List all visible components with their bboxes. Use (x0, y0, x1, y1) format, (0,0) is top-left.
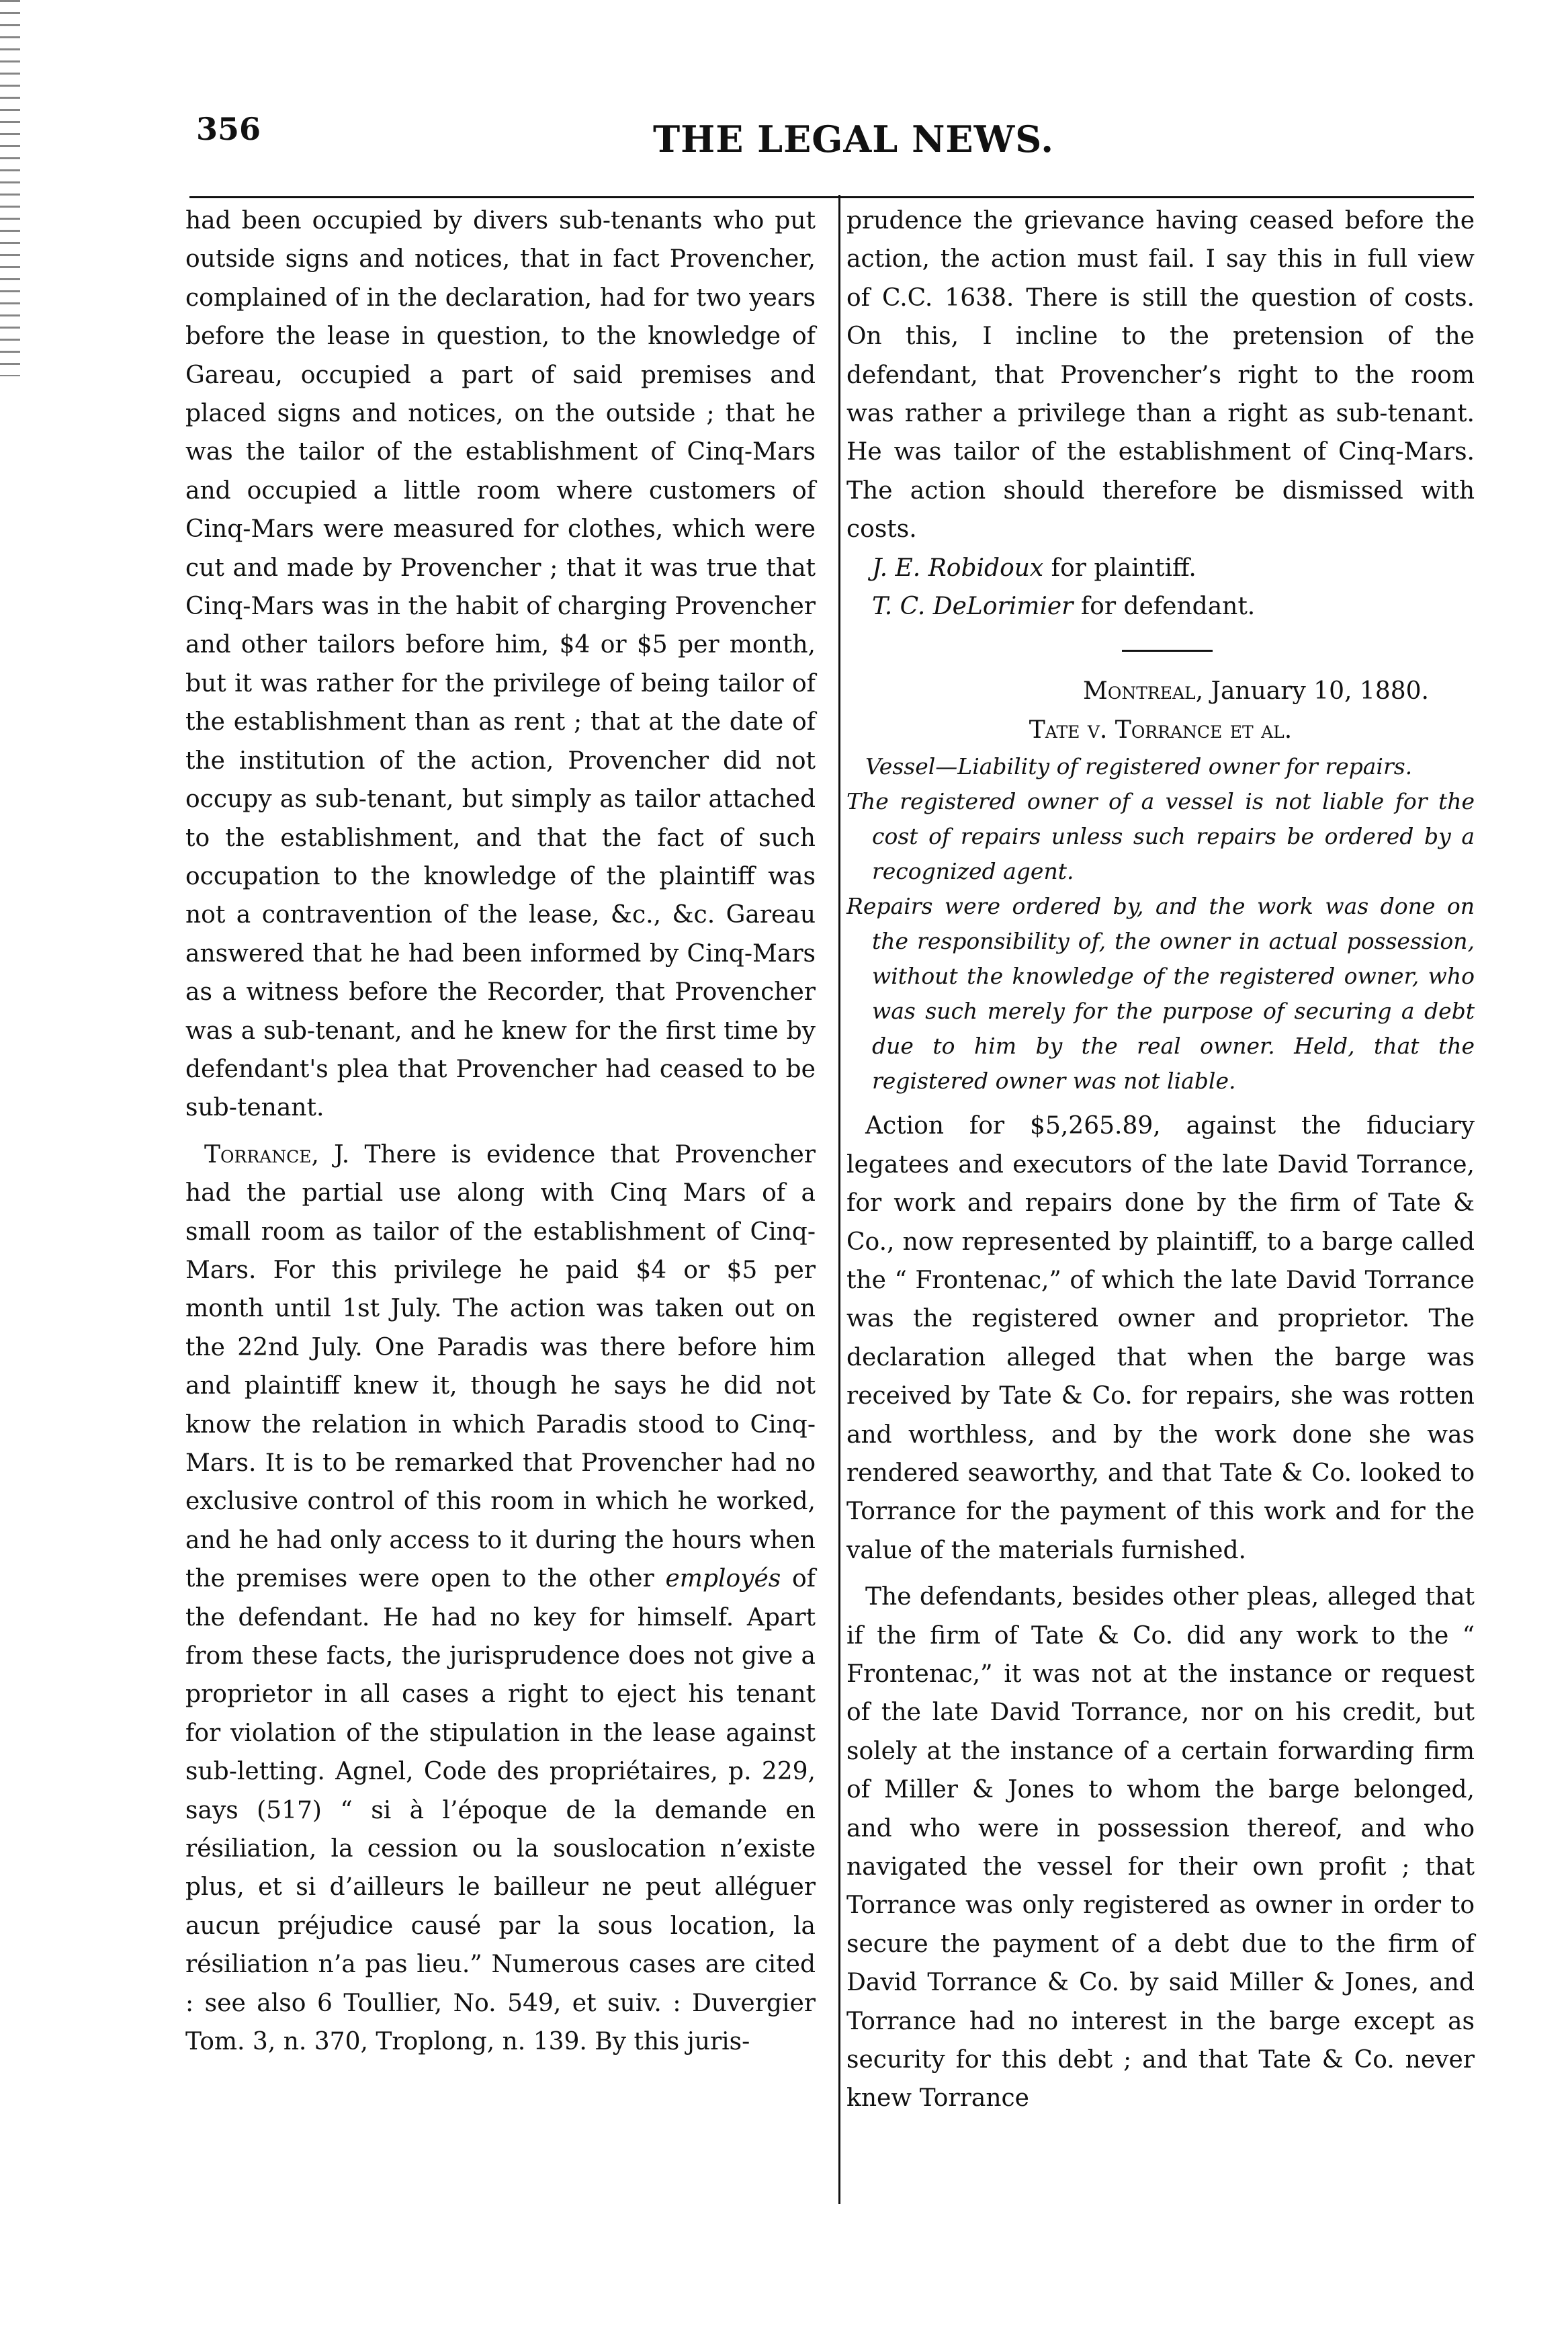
left-paragraph-2 (185, 1136, 816, 2062)
judgment-text-a: There is evidence that Provencher had the partial use along with Cinq Mars of a small room as tailor of the establishment of Cinq-Mars. For this privilege he paid $4 or $5 per month until 1st July. The action was taken out on the 22nd July. One Paradis was there before him and plaintiff knew it, though he says he did not know the relation in which Paradis stood to Cinq-Mars. It is to be remarked that Provencher had no exclusive control of this room in which he worked, and he had only access to it during the hours when the premises were open to the other (185, 1140, 816, 1593)
judgment-italic-term: employés (665, 1565, 781, 1593)
counsel-plaintiff (846, 549, 1475, 587)
headnote-2: Repairs were ordered by, and the work was done on the responsibility of, the owner in actual possession, without the knowledge of the registered owner, who was such merely for the purpose of securing a debt due to him by the real owner. Held, that the registered owner was not liable. (846, 893, 1475, 1095)
counsel-plaintiff-name: J. E. Robidoux (872, 554, 1044, 582)
subject-heading: Vessel—Liability of registered owner for repairs. (865, 753, 1413, 780)
right-column (846, 202, 1475, 2118)
header-rule (189, 196, 1474, 198)
journal-title: THE LEGAL NEWS. (653, 118, 1055, 161)
dateline-place: Montreal (1082, 677, 1196, 706)
dateline-date: , January 10, 1880. (1195, 677, 1429, 706)
right-paragraph-1: prudence the grievance having ceased before the action, the action must fail. I say this in full view of C.C. 1638. There is still the question of costs. On this, I incline to the pretension of the defendant, that Provencher’s right to the room was rather a privilege than a right as sub-tenant. He was tailor of the establishment of Cinq-Mars. The action should therefore be dismissed with costs. (846, 207, 1475, 544)
section-rule (1122, 650, 1213, 652)
right-paragraph-3: The defendants, besides other pleas, alleged that if the firm of Tate & Co. did any work to the “ Frontenac,” it was not at the instance or request of the late David Torrance, nor on his credit, but solely at the instance of a certain forwarding firm of Miller & Jones to whom the barge belonged, and who were in possession thereof, and who navigated the vessel for their own profit ; that Torrance was only registered as owner in order to secure the payment of a debt due to the firm of David Torrance & Co. by said Miller & Jones, and Torrance had no interest in the barge except as security for this debt ; and that Tate & Co. never knew Torrance (846, 1583, 1475, 2113)
dateline (846, 672, 1475, 710)
counsel-plaintiff-role: for plaintiff. (1043, 554, 1196, 582)
counsel-defendant (846, 587, 1475, 626)
headnote-1: The registered owner of a vessel is not liable for the cost of repairs unless such repairs be ordered by a recognized agent. (846, 788, 1475, 885)
page-header (196, 111, 1473, 165)
case-title: Tate v. Torrance et al. (1029, 716, 1293, 744)
judge-name: Torrance, J. (204, 1140, 350, 1168)
counsel-defendant-role: for defendant. (1073, 593, 1256, 621)
page-number: 356 (196, 111, 261, 147)
left-paragraph-1: had been occupied by divers sub-tenants who put outside signs and notices, that in fact Provencher, complained of in the declaration, had for two years before the lease in question, to the knowledge of Gareau, occupied a part of said premises and placed signs and notices, on the outside ; that he was the tailor of the establishment of Cinq-Mars and occupied a little room where customers of Cinq-Mars were measured for clothes, which were cut and made by Provencher ; that it was true that Cinq-Mars was in the habit of charging Provencher and other tailors before him, $4 or $5 per month, but it was rather for the privilege of being tailor of the establishment than as rent ; that at the date of the institution of the action, Provencher did not occupy as sub-tenant, but simply as tailor attached to the establishment, and that the fact of such occupation to the knowledge of the plaintiff was not a contravention of the lease, &c., &c. Gareau answered that he had been informed by Cinq-Mars as a witness before the Recorder, that Provencher was a sub-tenant, and he knew for the first time by defendant's plea that Provencher had ceased to be sub-tenant. (185, 207, 816, 1122)
left-column (185, 202, 816, 2062)
right-paragraph-2: Action for $5,265.89, against the fiduciary legatees and executors of the late David Torrance, for work and repairs done by the firm of Tate & Co., now represented by plaintiff, to a barge called the “ Frontenac,” of which the late David Torrance was the registered owner and proprietor. The declaration alleged that when the barge was received by Tate & Co. for repairs, she was rotten and worthless, and by the work done she was rendered seaworthy, and that Tate & Co. looked to Torrance for the payment of this work and for the value of the materials furnished. (846, 1112, 1475, 1564)
column-divider (838, 195, 840, 2204)
scan-edge-marks (0, 0, 20, 376)
counsel-defendant-name: T. C. DeLorimier (872, 593, 1074, 621)
judgment-text-b: of the defendant. He had no key for himself. Apart from these facts, the jurisprudence does not give a proprietor in all cases a right to eject his tenant for violation of the stipulation in the lease against sub-letting. Agnel, Code des propriétaires, p. 229, says (517) “ si à l’époque de la demande en résiliation, la cession ou la souslocation n’existe plus, et si d’ailleurs le bailleur ne peut alléguer aucun préjudice causé par la sous location, la résiliation n’a pas lieu.” Numerous cases are cited : see also 6 Toullier, No. 549, et suiv. : Duvergier Tom. 3, n. 370, Troplong, n. 139. By this juris- (185, 1565, 816, 2056)
